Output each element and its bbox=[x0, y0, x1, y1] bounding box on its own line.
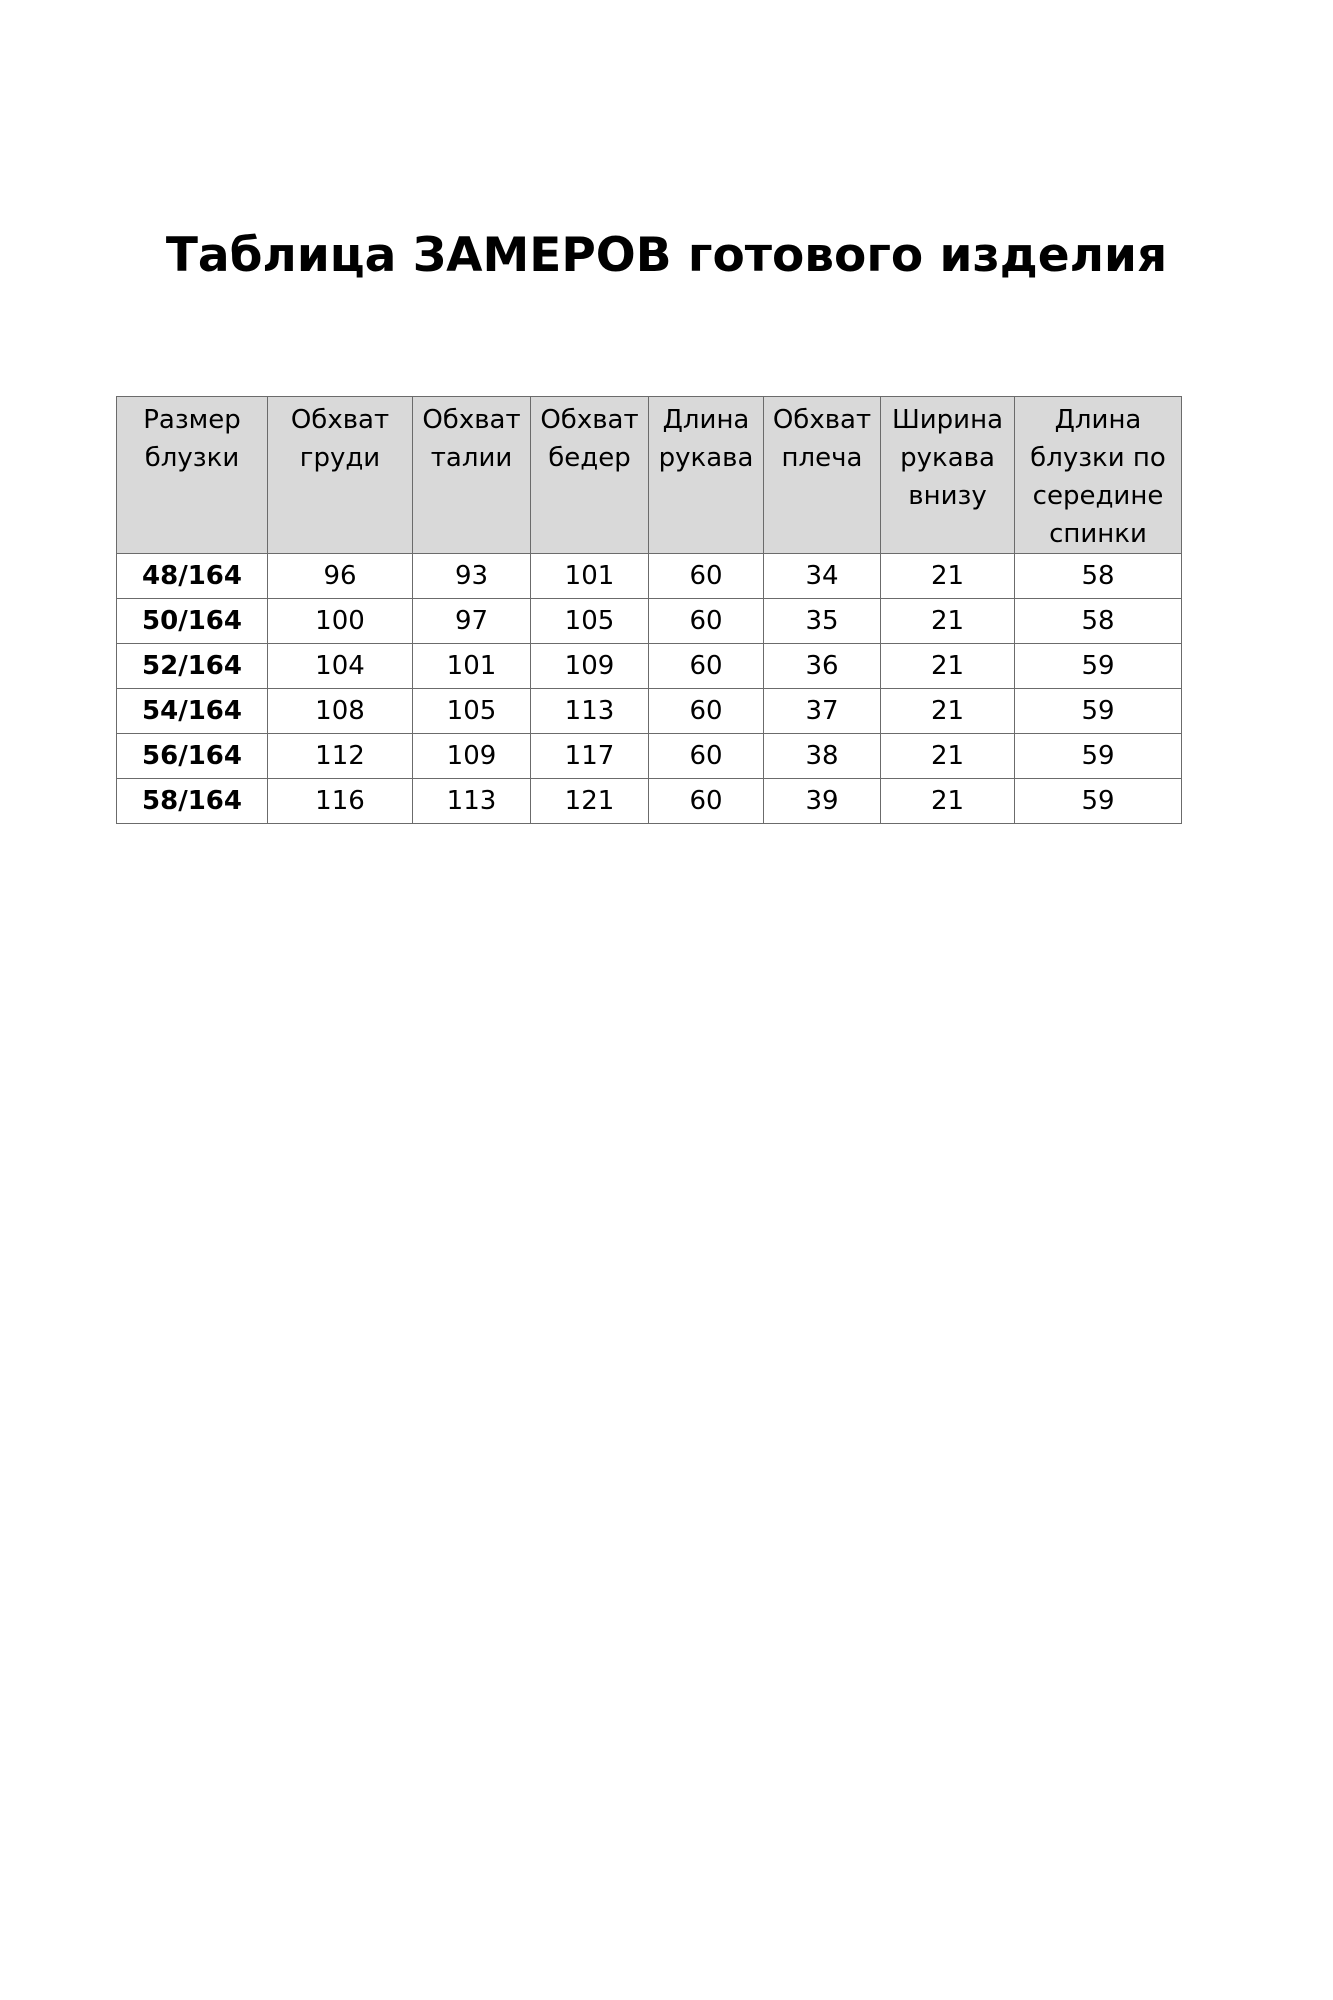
cell-chest: 96 bbox=[268, 554, 413, 599]
cell-blouse-length: 58 bbox=[1015, 599, 1182, 644]
header-hips: Обхват бедер bbox=[531, 397, 649, 554]
document-title: Таблица ЗАМЕРОВ готового изделия bbox=[165, 228, 1168, 283]
header-sleeve-width: Ширина рукава внизу bbox=[881, 397, 1015, 554]
cell-sleeve-width: 21 bbox=[881, 689, 1015, 734]
table-header-row bbox=[117, 397, 1182, 554]
cell-shoulder: 39 bbox=[764, 779, 881, 824]
cell-blouse-length: 59 bbox=[1015, 734, 1182, 779]
cell-sleeve-width: 21 bbox=[881, 644, 1015, 689]
cell-shoulder: 38 bbox=[764, 734, 881, 779]
cell-waist: 101 bbox=[413, 644, 531, 689]
header-shoulder: Обхват плеча bbox=[764, 397, 881, 554]
cell-sleeve-width: 21 bbox=[881, 734, 1015, 779]
cell-sleeve-length: 60 bbox=[649, 734, 764, 779]
cell-sleeve-length: 60 bbox=[649, 554, 764, 599]
cell-blouse-length: 59 bbox=[1015, 644, 1182, 689]
cell-waist: 105 bbox=[413, 689, 531, 734]
header-sleeve-length: Длина рукава bbox=[649, 397, 764, 554]
cell-shoulder: 35 bbox=[764, 599, 881, 644]
cell-size: 56/164 bbox=[117, 734, 268, 779]
cell-sleeve-width: 21 bbox=[881, 554, 1015, 599]
cell-waist: 109 bbox=[413, 734, 531, 779]
cell-sleeve-width: 21 bbox=[881, 779, 1015, 824]
cell-sleeve-length: 60 bbox=[649, 779, 764, 824]
cell-shoulder: 36 bbox=[764, 644, 881, 689]
cell-hips: 105 bbox=[531, 599, 649, 644]
cell-blouse-length: 59 bbox=[1015, 689, 1182, 734]
cell-size: 48/164 bbox=[117, 554, 268, 599]
header-waist: Обхват талии bbox=[413, 397, 531, 554]
cell-waist: 113 bbox=[413, 779, 531, 824]
cell-waist: 97 bbox=[413, 599, 531, 644]
cell-size: 58/164 bbox=[117, 779, 268, 824]
cell-sleeve-width: 21 bbox=[881, 599, 1015, 644]
cell-chest: 108 bbox=[268, 689, 413, 734]
table-row bbox=[117, 554, 1182, 599]
cell-shoulder: 37 bbox=[764, 689, 881, 734]
cell-hips: 101 bbox=[531, 554, 649, 599]
measurements-table bbox=[116, 396, 1182, 824]
cell-hips: 121 bbox=[531, 779, 649, 824]
header-blouse-length: Длина блузки по середине спинки bbox=[1015, 397, 1182, 554]
cell-sleeve-length: 60 bbox=[649, 644, 764, 689]
cell-blouse-length: 58 bbox=[1015, 554, 1182, 599]
cell-sleeve-length: 60 bbox=[649, 599, 764, 644]
header-size: Размер блузки bbox=[117, 397, 268, 554]
cell-chest: 100 bbox=[268, 599, 413, 644]
cell-shoulder: 34 bbox=[764, 554, 881, 599]
cell-size: 52/164 bbox=[117, 644, 268, 689]
cell-size: 54/164 bbox=[117, 689, 268, 734]
cell-hips: 113 bbox=[531, 689, 649, 734]
header-chest: Обхват груди bbox=[268, 397, 413, 554]
cell-hips: 109 bbox=[531, 644, 649, 689]
cell-chest: 116 bbox=[268, 779, 413, 824]
table-row bbox=[117, 779, 1182, 824]
cell-chest: 112 bbox=[268, 734, 413, 779]
cell-size: 50/164 bbox=[117, 599, 268, 644]
table-row bbox=[117, 734, 1182, 779]
table-body bbox=[117, 554, 1182, 824]
cell-sleeve-length: 60 bbox=[649, 689, 764, 734]
cell-hips: 117 bbox=[531, 734, 649, 779]
table-row bbox=[117, 599, 1182, 644]
cell-waist: 93 bbox=[413, 554, 531, 599]
table-row bbox=[117, 644, 1182, 689]
cell-blouse-length: 59 bbox=[1015, 779, 1182, 824]
cell-chest: 104 bbox=[268, 644, 413, 689]
table-row bbox=[117, 689, 1182, 734]
